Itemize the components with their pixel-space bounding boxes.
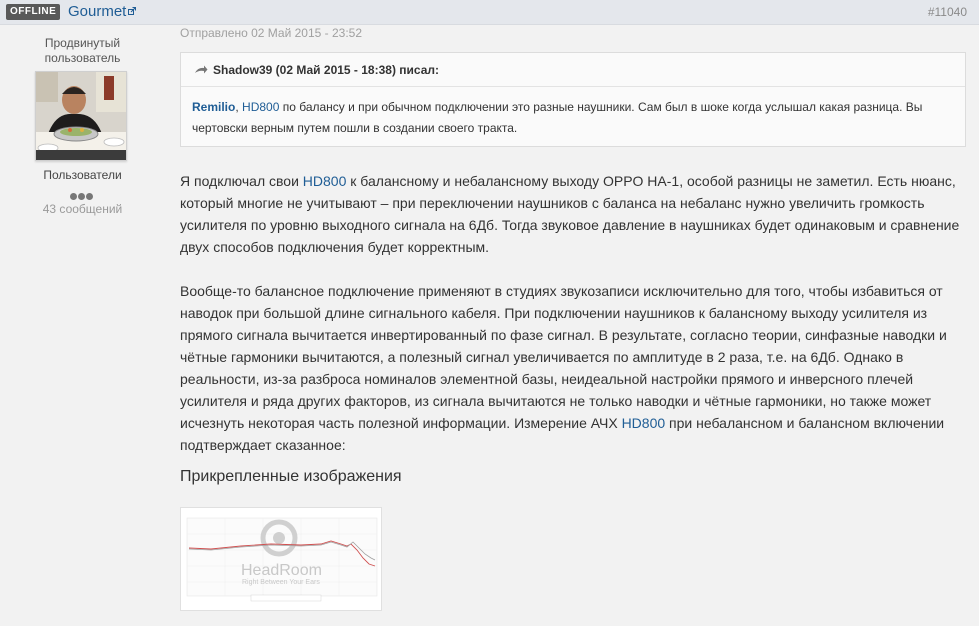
rank-pip: [78, 193, 85, 200]
quote-header: [181, 53, 965, 87]
rank-pip: [86, 193, 93, 200]
post-permalink[interactable]: #11040: [927, 5, 967, 19]
quote-text: Remilio, HD800 по балансу и при обычном подключении это разные наушники. Сам был в шоке когда услышал какая разница. Вы чертовски верным путем пошли в создании своего тракта.: [192, 100, 923, 135]
attachment-thumbnail[interactable]: [180, 507, 382, 611]
headroom-tagline: Right Between Your Ears: [242, 579, 320, 586]
hd800-link[interactable]: HD800: [302, 173, 347, 189]
frequency-graph-image: [181, 508, 381, 610]
username-link[interactable]: Gourmet: [68, 3, 127, 20]
paragraph-2: Вообще-то балансное подключение применяют в студиях звукозаписи исключительно для того, чтобы избавиться от наводок при большой длине сигнального кабеля. При подключении наушников к балансному выходу усилителя из прямого сигнала вычитается инвертированный по фазе сигнал. В результате, согласно теории, синфазные наводки и чётные гармоники вычитаются, а полезный сигнал увеличивается по амплитуде в 2 раза, т.е. на 6Дб. Однако в реальности, из-за разброса номиналов элементной базы, неидеальной настройки прямого и инверсного плечей усилителя и ряда других факторов, из сигнала вычитаются не только наводки и чётные гармоники, но также может исчезнуть некоторая часть полезной информации. Измерение АЧХ HD800 при небалансном и балансном включении подтверждает сказанное:: [180, 283, 947, 453]
post-count: 43 сообщений: [42, 202, 123, 216]
quote-arrow-icon[interactable]: [194, 65, 208, 75]
avatar-photo: [36, 72, 126, 160]
avatar[interactable]: [35, 71, 127, 161]
rank-pip: [70, 193, 77, 200]
headroom-logo-text: HeadRoom: [241, 562, 322, 579]
reputation-pips: [70, 187, 94, 195]
post-date: Отправлено 02 Май 2015 - 23:52: [180, 26, 362, 40]
profile-card-icon[interactable]: [128, 7, 136, 15]
user-group: Пользователи: [43, 168, 122, 182]
user-rank: Продвинутый пользователь: [44, 36, 121, 65]
hd800-link[interactable]: HD800: [242, 100, 280, 114]
status-badge: OFFLINE: [6, 4, 60, 20]
quote-block: [180, 52, 966, 147]
author-sidebar: [0, 25, 165, 626]
paragraph-1: Я подключал свои HD800 к балансному и небалансному выходу OPPO HA-1, особой разницы не заметил. Есть нюанс, который многие не учитывают – при переключении наушников с баланса на небаланс нужно увеличить громкость усилителя по уровню выходного сигнала на 6Дб. Тогда звуковое давление в наушниках будет одинаковым и сравнение двух способов подключения будет корректным.: [180, 173, 960, 255]
mention-link[interactable]: Remilio: [192, 100, 236, 114]
hd800-link[interactable]: HD800: [621, 415, 666, 431]
post-body: [180, 170, 970, 456]
attachments-title: Прикрепленные изображения: [180, 468, 402, 485]
quote-author: Shadow39 (02 Май 2015 - 18:38) писал:: [213, 63, 440, 77]
post-header: [0, 0, 979, 25]
